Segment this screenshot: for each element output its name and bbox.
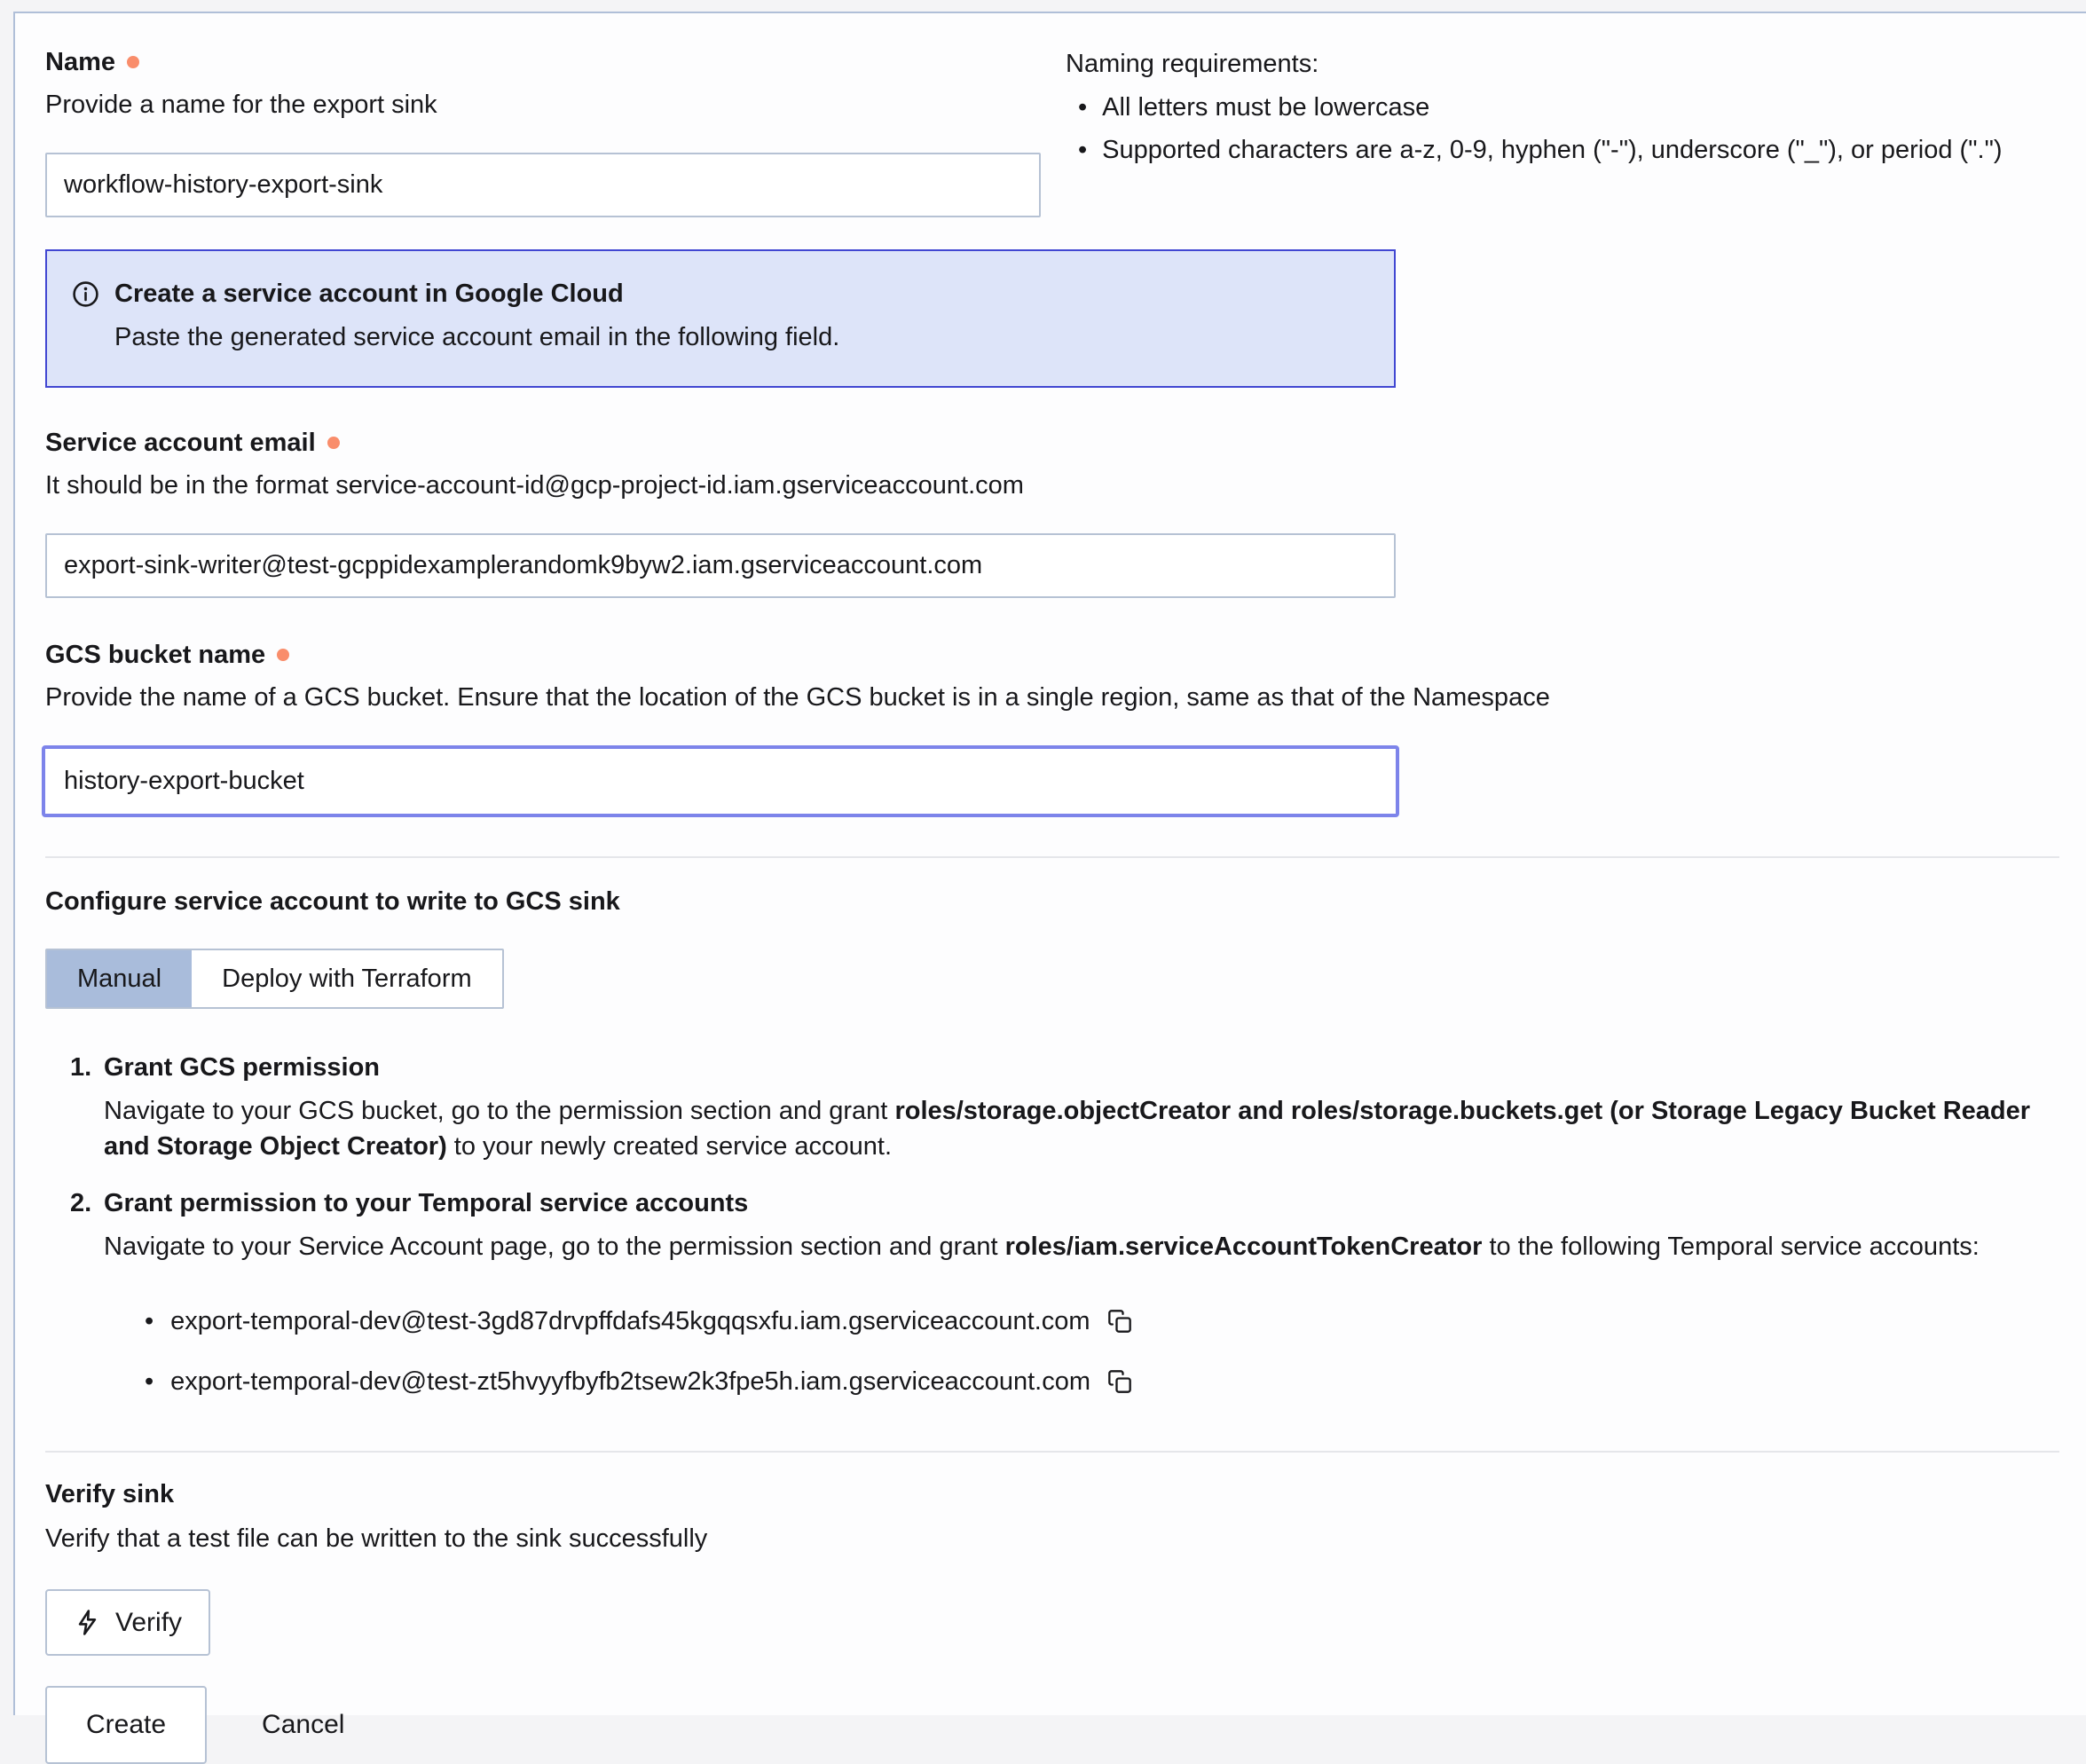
info-banner-title: Create a service account in Google Cloud <box>114 280 624 308</box>
required-indicator-dot <box>127 56 139 68</box>
name-description: Provide a name for the export sink <box>45 91 437 119</box>
step-grant-gcs-permission <box>70 1050 2059 1164</box>
tab-manual[interactable]: Manual <box>47 950 192 1007</box>
info-banner <box>45 249 1396 388</box>
required-indicator-dot <box>327 437 340 449</box>
step-instructions-roles: roles/iam.serviceAccountTokenCreator <box>1004 1232 1483 1261</box>
bucket-field-group <box>45 639 2059 817</box>
bucket-description: Provide the name of a GCS bucket. Ensure that the location of the GCS bucket is in a single region, same as that of the Namespace <box>45 683 1550 712</box>
step-instructions-text: Navigate to your Service Account page, go to the permission section and grant <box>104 1232 1005 1261</box>
tab-deploy-with-terraform[interactable]: Deploy with Terraform <box>192 950 502 1007</box>
step-instructions-roles: roles/storage.objectCreator and roles/storage.buckets.get (or Storage Legacy Bucket Reader and Storage Object Creator) <box>104 1097 2031 1161</box>
naming-requirements-list <box>1066 90 2059 168</box>
section-divider <box>45 1451 2059 1453</box>
name-input[interactable] <box>45 153 1041 217</box>
step-instructions-text: to your newly created service account. <box>446 1132 893 1161</box>
step-title: Grant permission to your Temporal service accounts <box>104 1189 749 1217</box>
section-divider <box>45 856 2059 858</box>
service-account-email: • export-temporal-dev@test-zt5hvyyfbyfb2tsew2k3fpe5h.iam.gserviceaccount.com <box>170 1367 1091 1396</box>
naming-requirement-item <box>1078 90 2059 125</box>
step-title: Grant GCS permission <box>104 1053 381 1082</box>
verify-button[interactable] <box>45 1589 210 1656</box>
info-banner-body: Paste the generated service account email in the following field. <box>114 323 840 351</box>
info-icon <box>72 280 99 308</box>
naming-requirements-title: Naming requirements: <box>1066 50 1319 78</box>
step-instructions-text: Navigate to your GCS bucket, go to the permission section and grant <box>104 1097 895 1125</box>
name-label: Name <box>45 48 115 76</box>
service-account-field-group <box>45 427 2059 598</box>
config-tab-group <box>45 949 504 1009</box>
bucket-input[interactable] <box>42 745 1399 817</box>
manual-steps-list <box>70 1050 2059 1399</box>
copy-icon <box>1107 1369 1132 1394</box>
step-number: 1. <box>70 1053 92 1082</box>
name-and-requirements-row <box>45 46 2059 217</box>
create-button[interactable] <box>45 1686 207 1764</box>
form-actions <box>45 1686 2059 1764</box>
naming-requirements <box>1066 46 2059 168</box>
step-grant-temporal-permission <box>70 1185 2059 1399</box>
service-account-item <box>145 1364 2059 1399</box>
service-account-input[interactable] <box>45 533 1396 598</box>
bucket-label: GCS bucket name <box>45 641 266 669</box>
lightning-icon <box>74 1609 101 1636</box>
naming-requirement-text: • Supported characters are a-z, 0-9, hyphen ("-"), underscore ("_"), or period (".") <box>1102 136 2003 164</box>
required-indicator-dot <box>277 649 289 661</box>
export-sink-form-panel <box>13 12 2086 1739</box>
create-button-label: Create <box>86 1710 167 1739</box>
service-account-label: Service account email <box>45 429 316 457</box>
verify-sink-description: Verify that a test file can be written to the sink successfully <box>45 1524 708 1553</box>
copy-button[interactable] <box>1106 1307 1134 1335</box>
copy-button[interactable] <box>1106 1367 1134 1396</box>
step-number: 2. <box>70 1189 92 1217</box>
naming-requirement-text: • All letters must be lowercase <box>1102 93 1430 122</box>
service-account-item <box>145 1303 2059 1339</box>
temporal-service-account-list <box>104 1279 2059 1399</box>
service-account-description: It should be in the format service-account-id@gcp-project-id.iam.gserviceaccount.com <box>45 471 1024 500</box>
copy-icon <box>1107 1309 1132 1334</box>
cancel-button-label: Cancel <box>262 1710 345 1739</box>
verify-sink-title: Verify sink <box>45 1480 175 1508</box>
naming-requirement-item <box>1078 132 2059 168</box>
step-instructions <box>104 1229 2047 1264</box>
name-field-group <box>45 46 1043 217</box>
step-instructions <box>104 1093 2047 1164</box>
cancel-button[interactable] <box>262 1686 344 1764</box>
verify-button-label: Verify <box>115 1607 183 1637</box>
step-instructions-text: to the following Temporal service accounts: <box>1482 1232 1980 1261</box>
service-account-email: • export-temporal-dev@test-3gd87drvpffdafs45kgqqsxfu.iam.gserviceaccount.com <box>170 1307 1090 1335</box>
configure-section-heading: Configure service account to write to GCS sink <box>45 887 620 916</box>
